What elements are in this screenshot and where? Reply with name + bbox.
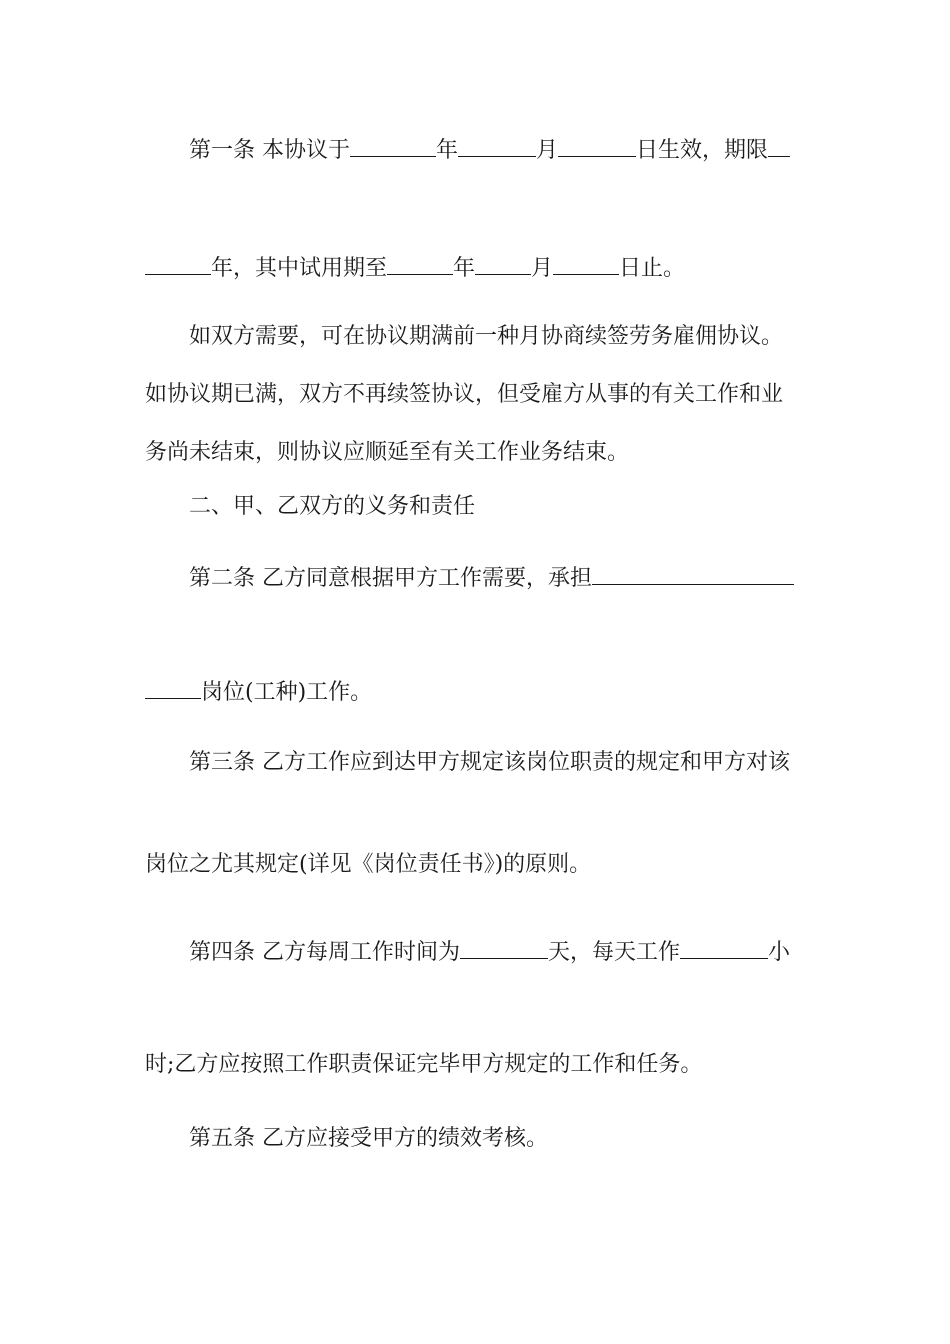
work-hours-label: 小 <box>768 940 791 965</box>
article-3-line-1: 第三条 乙方工作应到达甲方规定该岗位职责的规定和甲方对该 <box>189 750 790 775</box>
article-4-line-1 <box>189 936 790 968</box>
article-2-suffix: 岗位(工种)工作。 <box>201 680 373 705</box>
start-day-blank[interactable] <box>558 134 636 157</box>
renewal-line-2: 如协议期已满，双方不再续签协议，但受雇方从事的有关工作和业 <box>145 382 784 407</box>
article-5-line-1: 第五条 乙方应接受甲方的绩效考核。 <box>189 1126 548 1151</box>
work-days-label: 天，每天工作 <box>548 940 681 965</box>
article-2-line-1 <box>189 562 794 594</box>
month-label: 月 <box>536 138 559 163</box>
article-4-prefix: 第四条 乙方每周工作时间为 <box>189 940 460 965</box>
probation-day-blank[interactable] <box>553 252 619 275</box>
start-year-blank[interactable] <box>350 134 436 157</box>
article-4-line-2: 时;乙方应按照工作职责保证完毕甲方规定的工作和任务。 <box>145 1052 703 1077</box>
term-blank-start[interactable] <box>768 134 790 157</box>
work-hours-blank[interactable] <box>680 936 768 959</box>
probation-month-blank[interactable] <box>475 252 531 275</box>
article-2-text: 第二条 乙方同意根据甲方工作需要，承担 <box>189 566 592 591</box>
article-1-line-1 <box>189 134 790 166</box>
effective-label: 日生效，期限 <box>636 138 769 163</box>
article-3-line-2: 岗位之尤其规定(详见《岗位责任书》)的原则。 <box>145 852 592 877</box>
renewal-line-3: 务尚未结束，则协议应顺延至有关工作业务结束。 <box>145 440 630 465</box>
article-2-line-2 <box>145 676 372 708</box>
probation-month-label: 月 <box>531 256 554 281</box>
section-2-heading: 二、甲、乙双方的义务和责任 <box>189 494 476 519</box>
position-blank[interactable] <box>592 562 794 585</box>
year-label: 年 <box>436 138 459 163</box>
probation-year-label: 年 <box>453 256 476 281</box>
work-days-blank[interactable] <box>460 936 548 959</box>
article-1-line-2 <box>145 252 685 284</box>
article-1-prefix: 第一条 本协议于 <box>189 138 350 163</box>
start-month-blank[interactable] <box>458 134 536 157</box>
term-years-blank[interactable] <box>145 252 211 275</box>
probation-end-label: 日止。 <box>619 256 686 281</box>
position-blank-cont[interactable] <box>145 676 201 699</box>
probation-year-blank[interactable] <box>387 252 453 275</box>
probation-label: 年，其中试用期至 <box>211 256 388 281</box>
renewal-line-1: 如双方需要，可在协议期满前一种月协商续签劳务雇佣协议。 <box>189 324 784 349</box>
